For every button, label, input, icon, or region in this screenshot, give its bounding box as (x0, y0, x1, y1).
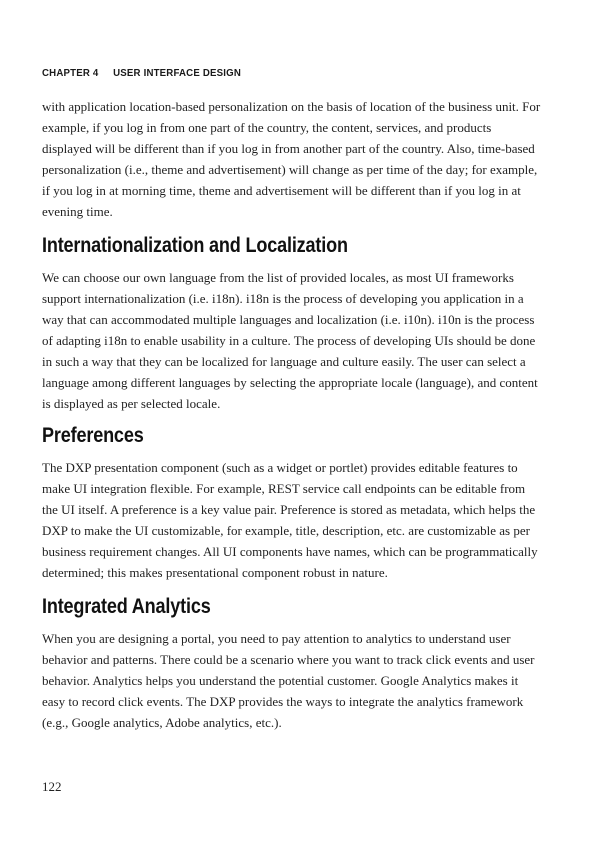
running-head-chapter-title: USER INTERFACE DESIGN (113, 67, 241, 79)
section-heading-integrated-analytics: Integrated Analytics (42, 594, 211, 618)
running-head-chapter-label: CHAPTER 4 (42, 67, 99, 79)
paragraph-preferences: The DXP presentation component (such as a widget or portlet) provides editable features to make UI integration flexible. For example, REST service call endpoints can be editable from the UI itself. A preference is a key value pair. Preference is stored as metadata, which helps the DXP to make the UI customizable, for example, title, description, etc. are customizable as per business requirement changes. All UI components have names, which can be programmatically determined; this makes presentational component robust in nature. (42, 460, 538, 580)
section-heading-preferences: Preferences (42, 423, 144, 447)
paragraph-personalization: with application location-based personalization on the basis of location of the business unit. For example, if you log in from one part of the country, the content, services, and products displayed will be different than if you log in from another part of the country. Also, time-based personalization (i.e., theme and advertisement) will change as per time of the day; for example, if you log in at morning time, theme and advertisement will be different than if you log in at evening time. (42, 99, 541, 219)
section-heading-internationalization-localization: Internationalization and Localization (42, 233, 348, 257)
page-number: 122 (42, 779, 62, 794)
running-head (42, 67, 241, 79)
paragraph-internationalization: We can choose our own language from the list of provided locales, as most UI frameworks support internationalization (i.e. i18n). i18n is the process of developing you application in a way that can accommodated multiple languages and localization (i.e. i10n). i10n is the process of adapting i18n to enable usability in a culture. The process of developing UIs should be done in such a way that they can be localized for language and culture easily. The user can select a language among different languages by selecting the appropriate locale (language), and content is displayed as per selected locale. (42, 270, 538, 411)
paragraph-integrated-analytics: When you are designing a portal, you need to pay attention to analytics to understand user behavior and patterns. There could be a scenario where you want to track click events and user behavior. Analytics helps you understand the potential customer. Google Analytics makes it easy to record click events. The DXP provides the ways to integrate the analytics framework (e.g., Google analytics, Adobe analytics, etc.). (42, 631, 535, 730)
page-content (42, 96, 544, 733)
